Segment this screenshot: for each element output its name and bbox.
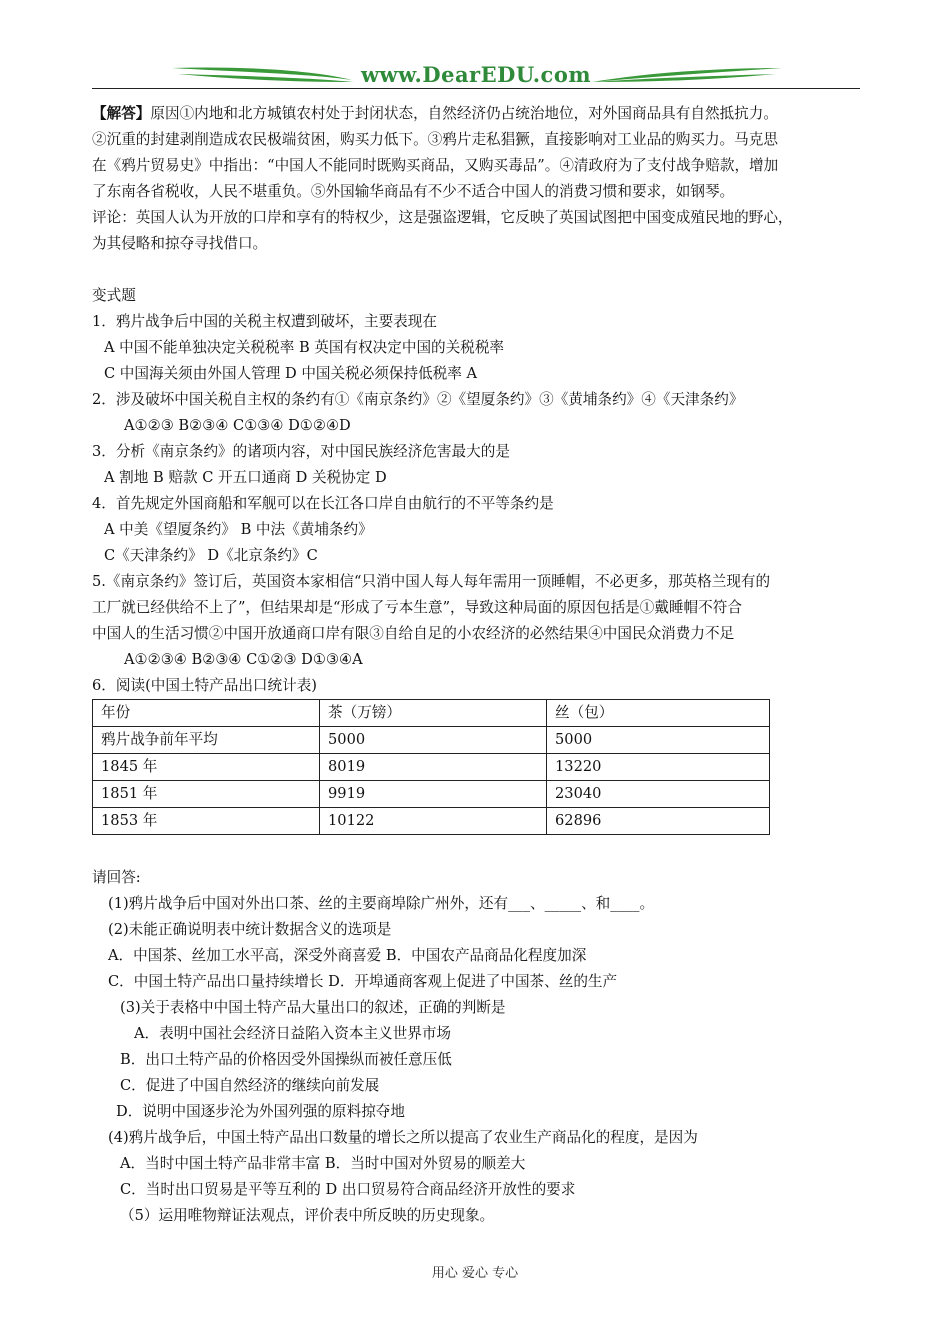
table-header-year: 年份 xyxy=(93,700,320,727)
question-1-options-cd: C 中国海关须由外国人管理 D 中国关税必须保持低税率 A xyxy=(104,365,478,382)
site-header xyxy=(92,58,860,90)
answer-line-4: 了东南各省税收，人民不堪重负。⑤外国输华商品有不少不适合中国人的消费习惯和要求，如钢琴。 xyxy=(92,183,735,200)
question-6: 6．阅读(中国土特产品出口统计表) xyxy=(92,677,317,694)
table-cell: 鸦片战争前年平均 xyxy=(93,727,320,754)
table-cell: 10122 xyxy=(320,808,547,835)
followup-question-3-option-b: B．出口土特产品的价格因受外国操纵而被任意压低 xyxy=(120,1051,452,1068)
question-1: 1．鸦片战争后中国的关税主权遭到破坏，主要表现在 xyxy=(92,313,437,330)
table-header-tea: 茶（万镑） xyxy=(320,700,547,727)
table-cell: 5000 xyxy=(547,727,770,754)
question-5-options: A①②③④ B②③④ C①②③ D①③④A xyxy=(124,651,363,668)
followup-question-2-options-cd: C．中国土特产品出口量持续增长 D．开埠通商客观上促进了中国茶、丝的生产 xyxy=(108,973,618,990)
table-row xyxy=(93,781,770,808)
table-cell: 23040 xyxy=(547,781,770,808)
question-3-options: A 割地 B 赔款 C 开五口通商 D 关税协定 D xyxy=(104,469,387,486)
answer-label: 【解答】 xyxy=(92,105,151,122)
table-row xyxy=(93,808,770,835)
table-cell: 9919 xyxy=(320,781,547,808)
export-statistics-table xyxy=(92,699,770,835)
followup-question-2-options-ab: A．中国茶、丝加工水平高，深受外商喜爱 B．中国农产品商品化程度加深 xyxy=(108,947,587,964)
question-5-line-3: 中国人的生活习惯②中国开放通商口岸有限③自给自足的小农经济的必然结果④中国民众消费力不足 xyxy=(92,625,735,642)
table-cell: 62896 xyxy=(547,808,770,835)
question-2-options: A①②③ B②③④ C①③④ D①②④D xyxy=(124,417,351,434)
header-divider xyxy=(92,88,860,89)
table-row xyxy=(93,727,770,754)
question-3: 3．分析《南京条约》的诸项内容，对中国民族经济危害最大的是 xyxy=(92,443,510,460)
followup-question-4-options-ab: A．当时中国土特产品非常丰富 B．当时中国对外贸易的顺差大 xyxy=(120,1155,526,1172)
answer-text: 原因①内地和北方城镇农村处于封闭状态，自然经济仍占统治地位，对外国商品具有自然抵抗力。 xyxy=(150,105,778,122)
question-5-line-1: 5.《南京条约》签订后，英国资本家相信“只消中国人每人每年需用一顶睡帽，不必更多，那英格兰现有的 xyxy=(92,573,771,590)
followup-intro: 请回答: xyxy=(92,869,141,886)
table-cell: 13220 xyxy=(547,754,770,781)
question-2: 2．涉及破坏中国关税自主权的条约有①《南京条约》②《望厦条约》③《黄埔条约》④《天津条约》 xyxy=(92,391,744,408)
question-5-line-2: 工厂就已经供给不上了”，但结果却是“形成了亏本生意”，导致这种局面的原因包括是①戴睡帽不符合 xyxy=(92,599,742,616)
question-4-options-cd: C《天津条约》 D《北京条约》C xyxy=(104,547,318,564)
table-cell: 1845 年 xyxy=(93,754,320,781)
followup-question-5: （5）运用唯物辩证法观点，评价表中所反映的历史现象。 xyxy=(120,1207,495,1224)
question-4-options-ab: A 中美《望厦条约》 B 中法《黄埔条约》 xyxy=(104,521,373,538)
followup-question-3: (3)关于表格中中国土特产品大量出口的叙述，正确的判断是 xyxy=(120,999,506,1016)
table-cell: 8019 xyxy=(320,754,547,781)
table-header-row xyxy=(93,700,770,727)
followup-question-4: (4)鸦片战争后，中国土特产品出口数量的增长之所以提高了农业生产商品化的程度，是因为 xyxy=(108,1129,698,1146)
table-cell: 1851 年 xyxy=(93,781,320,808)
question-4: 4．首先规定外国商船和军舰可以在长江各口岸自由航行的不平等条约是 xyxy=(92,495,554,512)
followup-question-2: (2)未能正确说明表中统计数据含义的选项是 xyxy=(108,921,392,938)
comment-line-2: 为其侵略和掠夺寻找借口。 xyxy=(92,235,268,252)
site-name: www.DearEDU.com xyxy=(360,62,592,87)
page-footer: 用心 爱心 专心 xyxy=(431,1266,519,1281)
followup-question-3-option-a: A．表明中国社会经济日益陷入资本主义世界市场 xyxy=(134,1025,452,1042)
followup-question-4-options-cd: C．当时出口贸易是平等互利的 D 出口贸易符合商品经济开放性的要求 xyxy=(120,1181,576,1198)
table-header-silk: 丝（包） xyxy=(547,700,770,727)
variant-title: 变式题 xyxy=(92,287,136,304)
followup-question-1: (1)鸦片战争后中国对外出口茶、丝的主要商埠除广州外，还有___、_____、和____。 xyxy=(108,895,655,912)
followup-question-3-option-c: C．促进了中国自然经济的继续向前发展 xyxy=(120,1077,380,1094)
followup-question-3-option-d: D．说明中国逐步沦为外国列强的原料掠夺地 xyxy=(116,1103,405,1120)
table-row xyxy=(93,754,770,781)
answer-line-3: 在《鸦片贸易史》中指出：“中国人不能同时既购买商品，又购买毒品”。④清政府为了支付战争赔款，增加 xyxy=(92,157,779,174)
document-body xyxy=(92,101,872,1229)
answer-line-1 xyxy=(92,101,872,127)
table-cell: 5000 xyxy=(320,727,547,754)
answer-line-2: ②沉重的封建剥削造成农民极端贫困，购买力低下。③鸦片走私猖獗，直接影响对工业品的购买力。马克思 xyxy=(92,131,778,148)
table-cell: 1853 年 xyxy=(93,808,320,835)
question-1-options-ab: A 中国不能单独决定关税税率 B 英国有权决定中国的关税税率 xyxy=(104,339,505,356)
comment-line-1: 评论：英国人认为开放的口岸和享有的特权少，这是强盗逻辑，它反映了英国试图把中国变成殖民地的野心， xyxy=(92,209,793,226)
